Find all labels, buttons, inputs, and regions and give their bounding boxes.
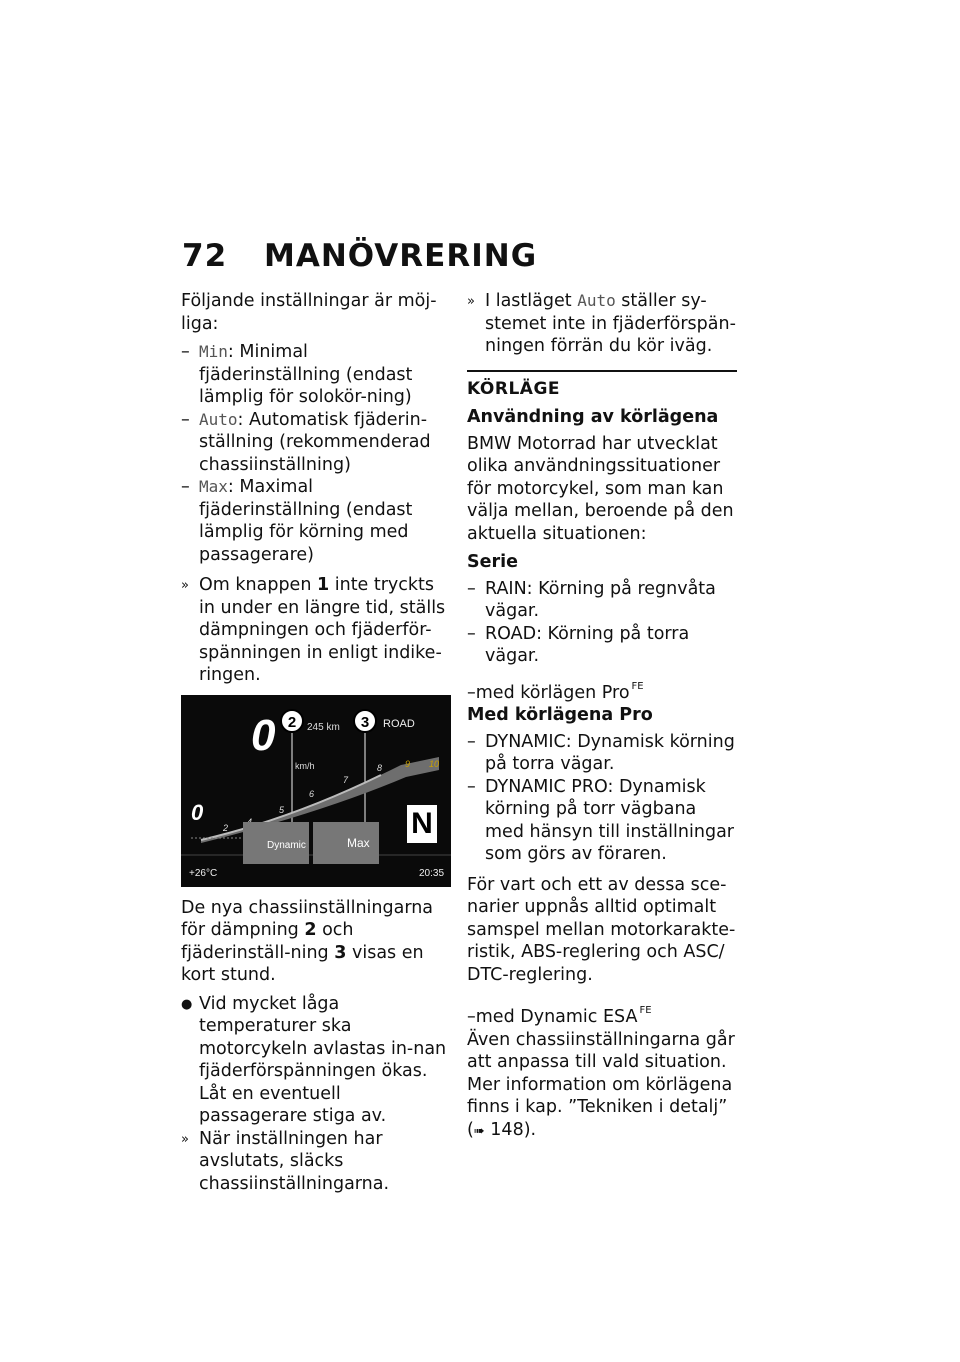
option-text: : Maximal fjäderinställning (endast lämplig för körning med passagerare) <box>199 477 413 565</box>
right-column <box>467 290 739 1143</box>
option-min: – Min: Minimal fjäderinställning (endast lämplig för solokör-ning) <box>181 342 413 407</box>
option-code: Auto <box>577 291 616 310</box>
riding-mode-label: ROAD <box>383 717 415 730</box>
rpm-tick: 2 <box>223 822 229 833</box>
option-code: Max <box>199 477 228 496</box>
mode-item: – DYNAMIC: Dynamisk körning på torra vägar. <box>467 731 735 774</box>
gear-zero-readout: 0 <box>191 799 204 825</box>
option-code: Auto <box>199 409 238 429</box>
speed-readout: 0 <box>251 710 276 760</box>
option-text: : Automatisk fjäderin-ställning (rekommenderad chassiinställning) <box>199 409 431 475</box>
mode-item: – DYNAMIC PRO: Dynamisk körning på torr vägbana med hänsyn till inställningar som görs av föraren. <box>467 776 734 864</box>
step-arrow-icon: » <box>181 1131 189 1147</box>
optional-equipment-mark: FE <box>639 1005 652 1016</box>
figure-caption: De nya chassiinställningarna för dämpning 2 och fjäderinställ-ning 3 visas en kort stund. <box>181 897 434 985</box>
option-note: –med körlägen Pro $^{FE}$ <box>467 680 644 703</box>
paragraph: BMW Motorrad har utvecklat olika användningssituationer för motorcykel, som man kan välja mellan, beroende på den aktuella situationen: <box>467 433 734 544</box>
step-arrow-icon: » <box>467 294 475 309</box>
paragraph: Även chassiinställningarna går att anpassa till vald situation. Mer information om körlägena finns i kap. ”Tekniken i detalj” (➠ 148). <box>467 1029 735 1140</box>
subsection-title: Serie <box>467 552 518 572</box>
gear-indicator: N <box>407 805 437 843</box>
option-code: Min <box>199 342 228 361</box>
bullet-icon: ● <box>181 996 193 1012</box>
option-text: : Minimal fjäderinställning (endast lämplig för solokör-ning) <box>199 342 413 407</box>
range-readout: 245 km <box>307 721 340 733</box>
speed-unit: km/h <box>295 760 315 771</box>
subsection-title: Med körlägena Pro <box>467 705 653 725</box>
option-max: – Max: Maximal fjäderinställning (endast lämplig för körning med passagerare) <box>181 477 413 565</box>
callout-2: 2 <box>280 709 304 733</box>
optional-equipment-mark: FE <box>631 680 644 692</box>
clock-readout: 20:35 <box>419 867 445 879</box>
option-auto: – Auto: Automatisk fjäderin-ställning (rekommenderad chassiinställning) <box>181 409 431 475</box>
page-header <box>182 238 537 274</box>
rpm-tick: 5 <box>279 804 285 815</box>
page-reference-arrow-icon: ➠ <box>473 1123 485 1139</box>
rpm-tick: 10 <box>429 758 440 769</box>
step-arrow-icon: » <box>181 578 189 593</box>
page-title: MANÖVRERING <box>264 238 538 274</box>
callout-3: 3 <box>353 709 377 733</box>
left-column <box>181 290 451 1195</box>
dashboard-figure <box>181 695 451 887</box>
step-item: » Om knappen 1 inte tryckts in under en längre tid, ställs dämpningen och fjäderför-spänningen in enligt indike-ringen. <box>181 575 446 685</box>
mode-item: – ROAD: Körning på torra vägar. <box>467 623 690 666</box>
rpm-tick: 9 <box>405 758 411 769</box>
temperature-readout: +26°C <box>189 867 218 879</box>
button-reference: 1 <box>316 575 330 595</box>
page-number: 72 <box>182 238 228 274</box>
section-divider <box>467 370 737 372</box>
section-title: KÖRLÄGE <box>467 378 561 399</box>
intro-text: Följande inställningar är möj-liga: <box>181 291 437 334</box>
page-reference[interactable]: 148). <box>484 1119 537 1140</box>
subsection-title: Användning av körlägena <box>467 407 719 427</box>
preload-label: Max <box>347 835 370 850</box>
rpm-tick: 8 <box>377 762 383 773</box>
warning-bullet: ● Vid mycket låga temperaturer ska motorcykeln avlastas in-nan fjäderförspänningen ökas. Låt en eventuell passagerare stiga av. <box>181 993 447 1126</box>
damping-label: Dynamic <box>267 839 306 851</box>
paragraph: För vart och ett av dessa sce-narier uppnås alltid optimalt samspel mellan motorkarakte-ristik, ABS-reglering och ASC/ DTC-reglering. <box>467 874 736 985</box>
rpm-tick: 7 <box>343 774 349 785</box>
step-item: » I lastläget Auto ställer sy-stemet inte in fjäderförspän-ningen förrän du kör iväg. <box>467 291 736 356</box>
option-note: –med Dynamic ESA $^{FE}$ <box>467 1005 652 1027</box>
rpm-tick: 6 <box>309 788 315 799</box>
step-item: » När inställningen har avslutats, släcks chassiinställningarna. <box>181 1128 390 1194</box>
mode-item: – RAIN: Körning på regnvåta vägar. <box>467 578 716 621</box>
